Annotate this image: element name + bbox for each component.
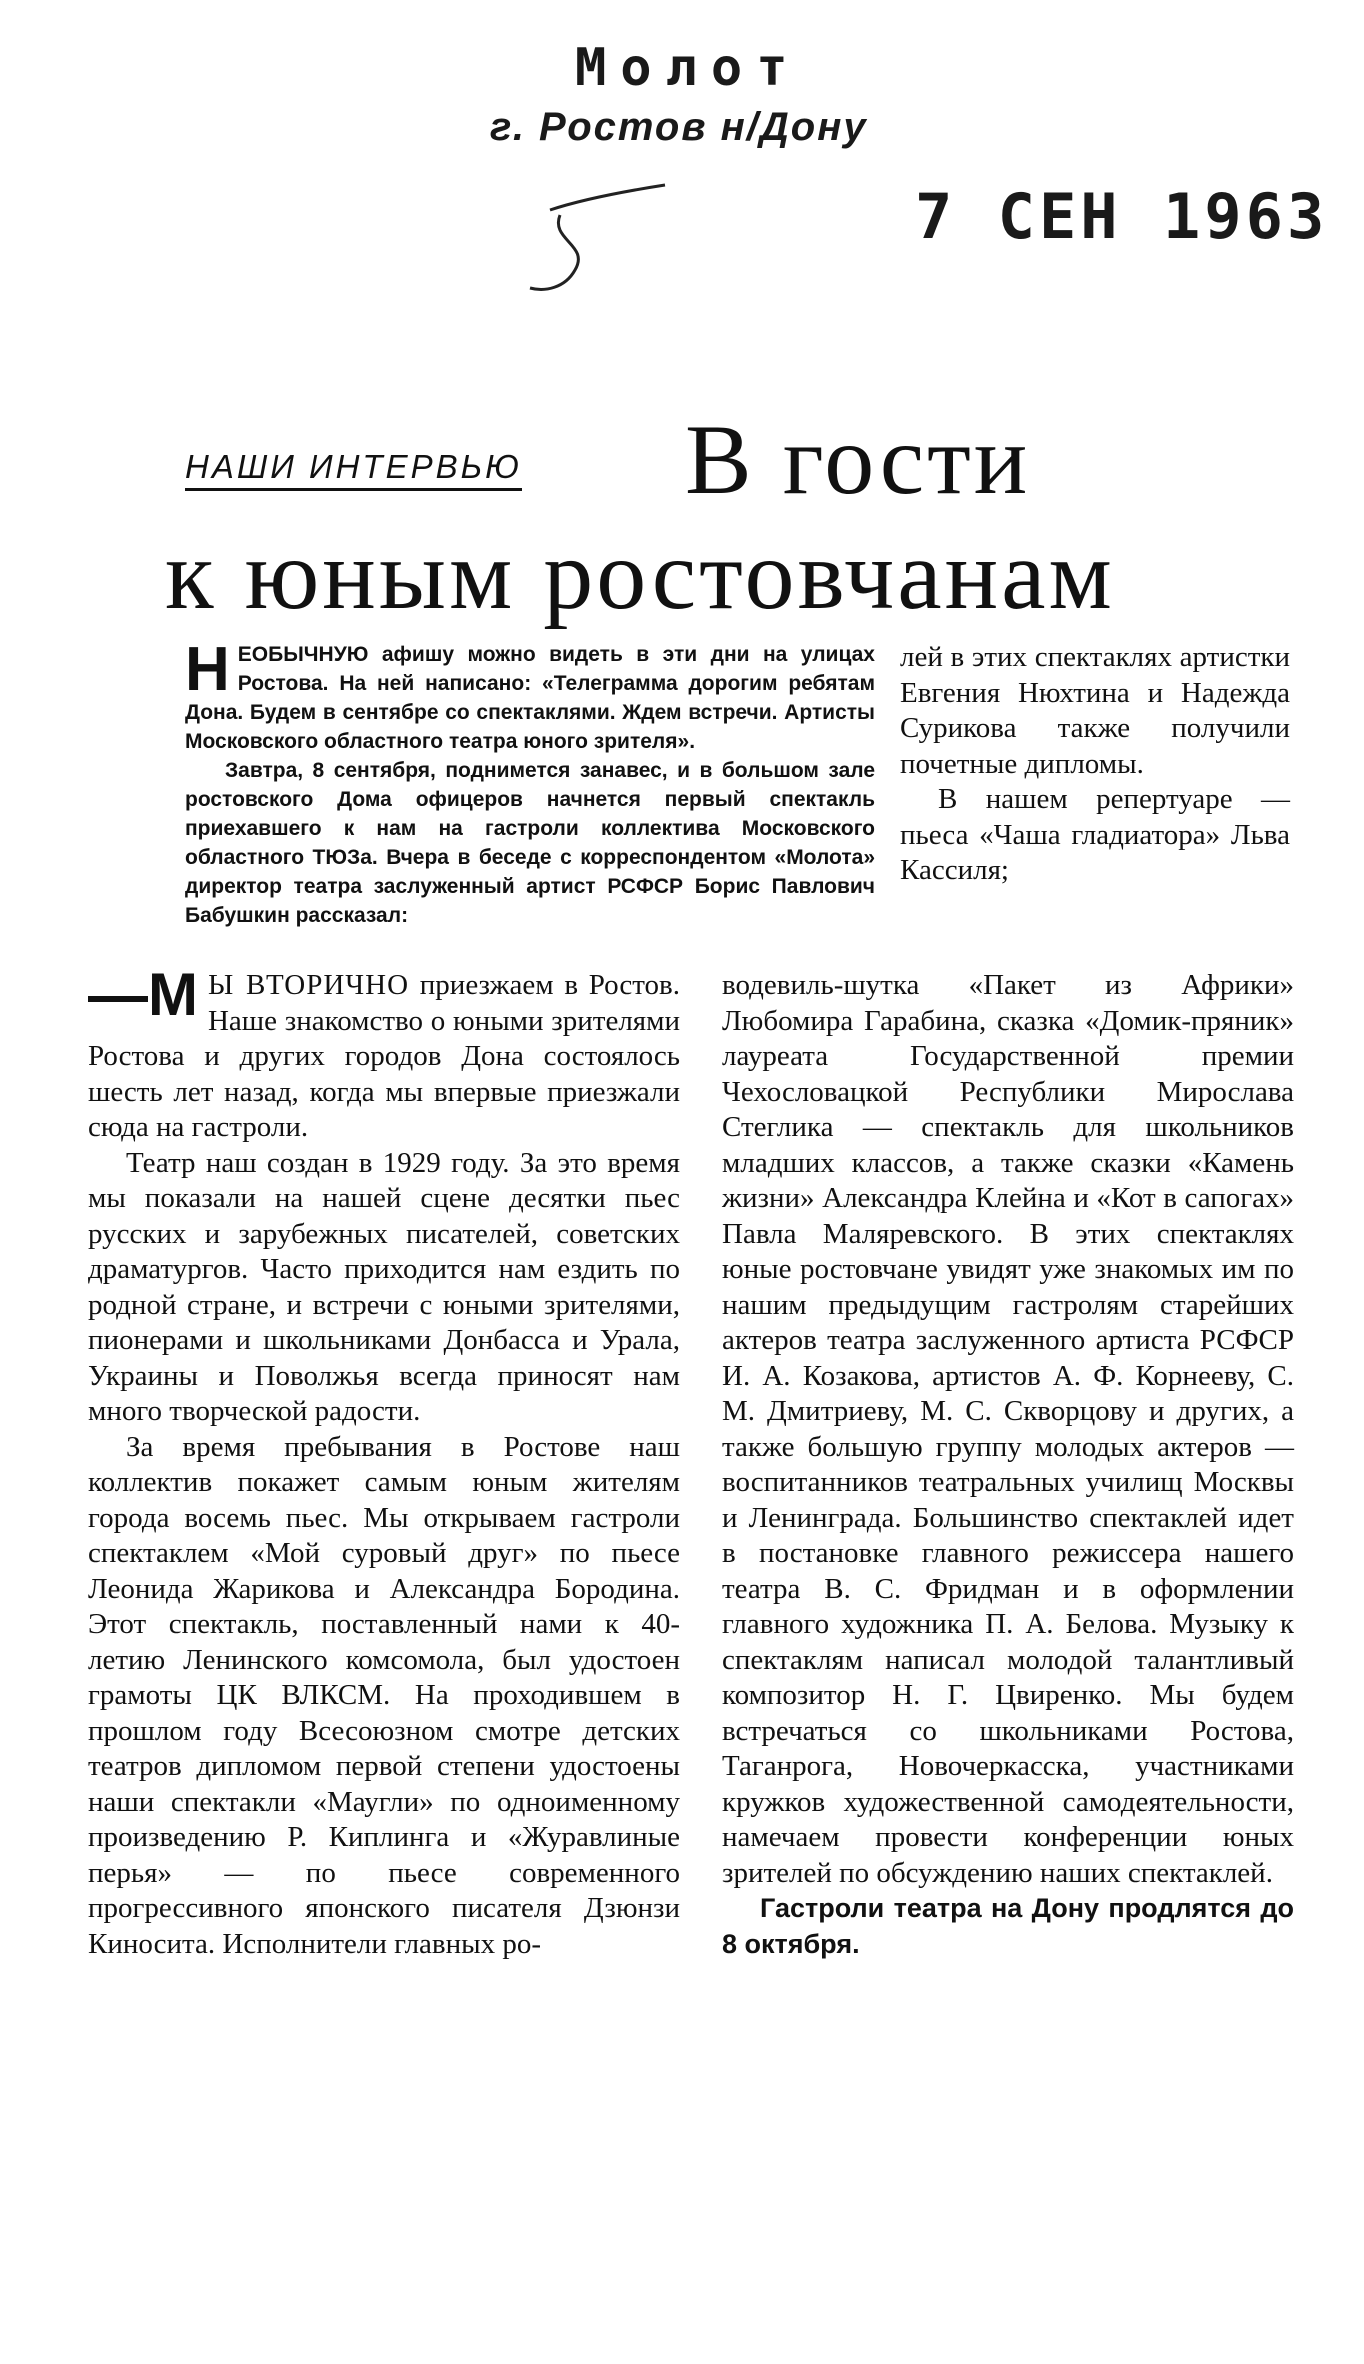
left-paragraph-2: Театр наш создан в 1929 году. За это время мы показали на нашей сцене десятки пьес русских и зарубежных писателей, советских драматургов. Часто приходится нам ездить по родной стране, и встречи с юными зрителями, пионерами и школьниками Донбасса и Урала, Украины и Поволжья всегда приносят нам много творческой радости. [88, 1146, 680, 1427]
right-paragraph-1: водевиль-шутка «Пакет из Африки» Любомира Гарабина, сказка «Домик-пряник» лауреата Государственной премии Чехословацкой Республики Мирослава Стеглика — спектакль для школьников младших классов, а также сказки «Камень жизни» Александра Клейна и «Кот в сапогах» Павла Маляревского. В этих спектаклях юные ростовчане увидят уже знакомых им по нашим предыдущим гастролям старейших актеров театра заслуженного артиста РСФСР И. А. Козакова, артистов А. Ф. Корнееву, С. М. Дмитриеву, М. С. Скворцову и других, а также большую группу молодых актеров — воспитанников театральных училищ Москвы и Ленинграда. Большинство спектаклей идет в постановке главного режиссера нашего театра В. С. Фридман и в оформлении главного художника П. А. Белова. Музыку к спектаклям написал молодой талантливый композитор Н. Г. Цвиренко. Мы будем встречаться со школьниками Ростова, Таганрога, Новочеркасска, участниками кружков художественной самодеятельности, намечаем провести конференции юных зрителей по обсуждению наших спектаклей. [722, 969, 1294, 1889]
column-left [88, 961, 680, 1962]
left-paragraph-1 [88, 961, 680, 1146]
left-paragraph-1-caps: Ы ВТОРИЧНО [207, 969, 410, 1001]
rubric: НАШИ ИНТЕРВЬЮ [185, 448, 522, 491]
pencil-mark-icon [520, 170, 670, 310]
lead-paragraph-1: ЕОБЫЧНУЮ афишу можно видеть в эти дни на улицах Ростова. На ней написано: «Телеграмма дорогим ребятам Дона. Будем в сентябре со спектаклями. Ждем встречи. Артисты Московского областного театра юного зрителя». [185, 643, 875, 753]
headline-line-1: В гости [685, 404, 1031, 515]
closing-paragraph: Гастроли театра на Дону продлятся до 8 октября. [722, 1893, 1294, 1959]
top-right-paragraph-2: В нашем репертуаре — пьеса «Чаша гладиатора» Льва Кассиля; [900, 783, 1290, 886]
stamp-date: 7 СЕН 1963 [915, 180, 1329, 253]
top-right-paragraph-1: лей в этих спектаклях артистки Евгения Нюхтина и Надежда Сурикова также получили почетные дипломы. [900, 641, 1290, 780]
lead-dropcap: Н [185, 635, 230, 704]
stamp-city: г. Ростов н/Дону [490, 105, 868, 149]
article-lead [185, 635, 875, 930]
stamp-newspaper-name: Молот [575, 38, 802, 98]
lead-paragraph-2: Завтра, 8 сентября, поднимется занавес, и в большом зале ростовского Дома офицеров начнется первый спектакль приехавшего к нам на гастроли коллектива Московского областного ТЮЗа. Вчера в беседе с корреспондентом «Молота» директор театра заслуженный артист РСФСР Борис Павлович Бабушкин рассказал: [185, 759, 875, 927]
left-paragraph-1-text: приезжаем в Ростов. Наше знакомство о юными зрителями Ростова и других городов Дона состоялось шесть лет назад, когда мы впервые приезжали сюда на гастроли. [88, 969, 680, 1143]
left-paragraph-3: За время пребывания в Ростове наш коллектив покажет самым юным жителям города восемь пьес. Мы открываем гастроли спектаклем «Мой суровый друг» по пьесе Леонида Жарикова и Александра Бородина. Этот спектакль, поставленный нами к 40-летию Ленинского комсомола, был удостоен грамоты ЦК ВЛКСМ. На проходившем в прошлом году Всесоюзном смотре детских театров дипломом первой степени удостоены наши спектакли «Маугли» по одноименному произведению Р. Киплинга и «Журавлиные перья» — по пьесе современного прогрессивного японского писателя Дзюнзи Киносита. Исполнители главных ро- [88, 1430, 680, 1960]
headline-line-2: к юным ростовчанам [165, 519, 1115, 630]
interview-dash: —М [88, 961, 198, 1028]
column-right [722, 968, 1294, 1962]
column-top-right [900, 640, 1290, 889]
